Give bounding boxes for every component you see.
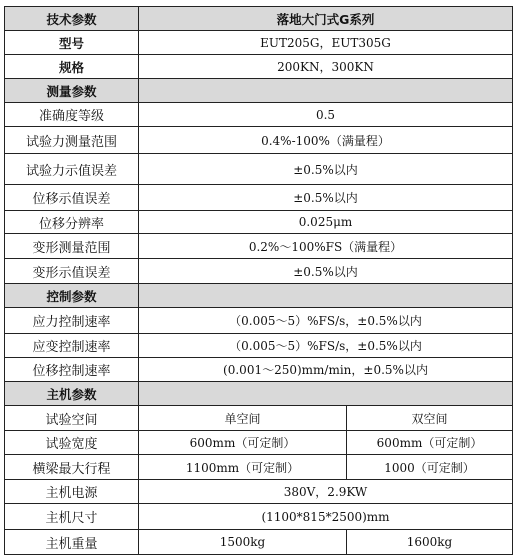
table-row	[5, 127, 513, 154]
spec-label: 规格	[5, 55, 139, 79]
single-space-value: 单空间	[139, 406, 347, 431]
row-value: 0.2%～100%FS（满量程）	[139, 234, 513, 259]
table-row	[5, 358, 513, 382]
row-label: 主机尺寸	[5, 504, 139, 530]
table-row	[5, 185, 513, 211]
row-value: （0.005～5）%FS/s，±0.5%以内	[139, 308, 513, 334]
row-label: 应变控制速率	[5, 334, 139, 358]
table-row	[5, 154, 513, 185]
row-label: 位移示值误差	[5, 185, 139, 211]
single-space-value: 1500kg	[139, 530, 347, 555]
row-value: (0.001～250)mm/min，±0.5%以内	[139, 358, 513, 382]
row-label: 横梁最大行程	[5, 455, 139, 480]
control-section-title: 控制参数	[5, 284, 139, 308]
spec-table	[4, 6, 513, 555]
table-row	[5, 234, 513, 259]
row-label: 试验空间	[5, 406, 139, 431]
double-space-value: 1600kg	[347, 530, 513, 555]
host-section-row	[5, 382, 513, 406]
row-value: (1100*815*2500)mm	[139, 504, 513, 530]
header-series-title: 落地大门式G系列	[139, 7, 513, 31]
header-param-label: 技术参数	[5, 7, 139, 31]
row-label: 位移分辨率	[5, 211, 139, 234]
row-value: 0.4%-100%（满量程）	[139, 127, 513, 154]
double-space-value: 1000（可定制）	[347, 455, 513, 480]
table-row	[5, 406, 513, 431]
spec-row	[5, 55, 513, 79]
row-value: 380V，2.9KW	[139, 480, 513, 504]
host-section-title: 主机参数	[5, 382, 139, 406]
row-label: 主机重量	[5, 530, 139, 555]
table-row	[5, 259, 513, 284]
table-row	[5, 431, 513, 455]
measurement-section-row	[5, 79, 513, 103]
table-row	[5, 480, 513, 504]
row-value: ±0.5%以内	[139, 259, 513, 284]
row-label: 应力控制速率	[5, 308, 139, 334]
row-value: ±0.5%以内	[139, 185, 513, 211]
table-row	[5, 530, 513, 555]
row-label: 变形测量范围	[5, 234, 139, 259]
table-row	[5, 308, 513, 334]
model-row	[5, 31, 513, 55]
header-row	[5, 7, 513, 31]
host-section-fill	[139, 382, 513, 406]
row-label: 试验力示值误差	[5, 154, 139, 185]
table-row	[5, 211, 513, 234]
table-row	[5, 334, 513, 358]
model-value: EUT205G，EUT305G	[139, 31, 513, 55]
row-value: 0.025μm	[139, 211, 513, 234]
table-row	[5, 103, 513, 127]
row-label: 主机电源	[5, 480, 139, 504]
measurement-section-fill	[139, 79, 513, 103]
row-value: 0.5	[139, 103, 513, 127]
single-space-value: 600mm（可定制）	[139, 431, 347, 455]
model-label: 型号	[5, 31, 139, 55]
double-space-value: 600mm（可定制）	[347, 431, 513, 455]
measurement-section-title: 测量参数	[5, 79, 139, 103]
row-label: 试验宽度	[5, 431, 139, 455]
row-label: 变形示值误差	[5, 259, 139, 284]
double-space-value: 双空间	[347, 406, 513, 431]
row-value: （0.005～5）%FS/s，±0.5%以内	[139, 334, 513, 358]
single-space-value: 1100mm（可定制）	[139, 455, 347, 480]
row-label: 位移控制速率	[5, 358, 139, 382]
spec-value: 200KN，300KN	[139, 55, 513, 79]
row-label: 试验力测量范围	[5, 127, 139, 154]
row-label: 准确度等级	[5, 103, 139, 127]
table-row	[5, 504, 513, 530]
control-section-fill	[139, 284, 513, 308]
control-section-row	[5, 284, 513, 308]
row-value: ±0.5%以内	[139, 154, 513, 185]
table-row	[5, 455, 513, 480]
